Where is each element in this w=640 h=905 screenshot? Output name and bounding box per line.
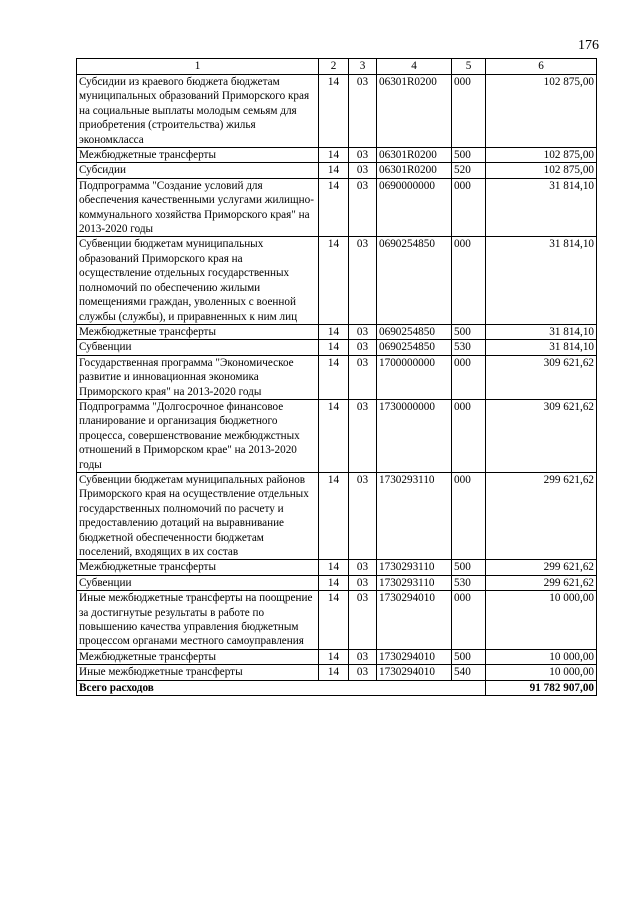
row-name: Субвенции бюджетам муниципальных образований Приморского края на осуществление отдельных государственных полномочий по обеспечению жилыми помещениями граждан, уволенных с военной службы (службы), и приравненных к ним лиц: [77, 237, 319, 324]
header-cell: 6: [486, 59, 597, 75]
row-amount: 102 875,00: [486, 75, 597, 148]
row-amount: 10 000,00: [486, 591, 597, 650]
row-target-code: 1730294010: [377, 665, 452, 680]
row-target-code: 1730294010: [377, 649, 452, 664]
header-cell: 1: [77, 59, 319, 75]
row-expense-type: 000: [452, 237, 486, 324]
row-subsection: 03: [349, 355, 377, 399]
budget-table: [76, 58, 597, 696]
row-amount: 299 621,62: [486, 560, 597, 575]
row-subsection: 03: [349, 148, 377, 163]
row-target-code: 1700000000: [377, 355, 452, 399]
row-target-code: 0690254850: [377, 237, 452, 324]
row-name: Межбюджетные трансферты: [77, 649, 319, 664]
table-row: [77, 560, 597, 575]
row-name: Иные межбюджетные трансферты на поощрение за достигнутые результаты в работе по повышению качества управления бюджетным процессом органами местного самоуправления: [77, 591, 319, 650]
row-expense-type: 000: [452, 472, 486, 559]
row-subsection: 03: [349, 649, 377, 664]
row-target-code: 06301R0200: [377, 163, 452, 178]
table-row: [77, 649, 597, 664]
table-row: [77, 163, 597, 178]
row-section: 14: [319, 560, 349, 575]
row-section: 14: [319, 399, 349, 472]
row-target-code: 0690254850: [377, 324, 452, 339]
row-amount: 102 875,00: [486, 163, 597, 178]
header-cell: 5: [452, 59, 486, 75]
table-row: [77, 237, 597, 324]
row-section: 14: [319, 355, 349, 399]
row-target-code: 06301R0200: [377, 75, 452, 148]
row-section: 14: [319, 649, 349, 664]
row-amount: 309 621,62: [486, 399, 597, 472]
row-expense-type: 000: [452, 591, 486, 650]
row-amount: 299 621,62: [486, 472, 597, 559]
row-expense-type: 000: [452, 75, 486, 148]
row-expense-type: 500: [452, 649, 486, 664]
row-amount: 309 621,62: [486, 355, 597, 399]
row-subsection: 03: [349, 178, 377, 237]
table-row: [77, 472, 597, 559]
total-amount: 91 782 907,00: [486, 680, 597, 695]
row-expense-type: 520: [452, 163, 486, 178]
table-row: [77, 591, 597, 650]
row-name: Межбюджетные трансферты: [77, 324, 319, 339]
row-subsection: 03: [349, 340, 377, 355]
row-name: Подпрограмма "Создание условий для обеспечения качественными услугами жилищно-коммунального хозяйства Приморского края" на 2013-2020 годы: [77, 178, 319, 237]
row-subsection: 03: [349, 560, 377, 575]
row-section: 14: [319, 591, 349, 650]
table-row: [77, 178, 597, 237]
header-cell: 3: [349, 59, 377, 75]
row-name: Субвенции бюджетам муниципальных районов Приморского края на осуществление отдельных государственных полномочий по расчету и предоставлению дотаций на выравнивание бюджетной обеспеченности бюджетам поселений, входящих в их состав: [77, 472, 319, 559]
row-expense-type: 530: [452, 575, 486, 590]
row-section: 14: [319, 575, 349, 590]
row-name: Подпрограмма "Долгосрочное финансовое планирование и организация бюджетного процесса, совершенствование межбюджстных отношений в Приморском крае" на 2013-2020 годы: [77, 399, 319, 472]
row-section: 14: [319, 472, 349, 559]
row-amount: 10 000,00: [486, 649, 597, 664]
row-amount: 102 875,00: [486, 148, 597, 163]
row-subsection: 03: [349, 472, 377, 559]
table-row: [77, 665, 597, 680]
row-amount: 31 814,10: [486, 340, 597, 355]
table-row: [77, 75, 597, 148]
row-target-code: 0690000000: [377, 178, 452, 237]
row-target-code: 1730293110: [377, 472, 452, 559]
row-subsection: 03: [349, 237, 377, 324]
row-target-code: 1730293110: [377, 575, 452, 590]
header-cell: 2: [319, 59, 349, 75]
row-expense-type: 000: [452, 355, 486, 399]
table-row: [77, 355, 597, 399]
row-target-code: 1730000000: [377, 399, 452, 472]
row-subsection: 03: [349, 591, 377, 650]
row-expense-type: 500: [452, 560, 486, 575]
row-amount: 31 814,10: [486, 324, 597, 339]
row-name: Субвенции: [77, 340, 319, 355]
table-row: [77, 148, 597, 163]
page-number: 176: [578, 38, 599, 53]
row-name: Субсидии из краевого бюджета бюджетам муниципальных образований Приморского края на социальные выплаты молодым семьям для приобретения (строительства) жилья экономкласса: [77, 75, 319, 148]
row-expense-type: 000: [452, 178, 486, 237]
table-row: [77, 399, 597, 472]
row-target-code: 06301R0200: [377, 148, 452, 163]
row-subsection: 03: [349, 575, 377, 590]
table-row: [77, 324, 597, 339]
row-section: 14: [319, 324, 349, 339]
row-expense-type: 540: [452, 665, 486, 680]
row-subsection: 03: [349, 163, 377, 178]
row-name: Иные межбюджетные трансферты: [77, 665, 319, 680]
row-amount: 31 814,10: [486, 237, 597, 324]
row-amount: 10 000,00: [486, 665, 597, 680]
row-subsection: 03: [349, 665, 377, 680]
row-section: 14: [319, 75, 349, 148]
row-name: Субвенции: [77, 575, 319, 590]
row-section: 14: [319, 237, 349, 324]
row-expense-type: 000: [452, 399, 486, 472]
row-expense-type: 500: [452, 148, 486, 163]
row-section: 14: [319, 340, 349, 355]
header-row: [77, 59, 597, 75]
row-section: 14: [319, 665, 349, 680]
total-label: Всего расходов: [77, 680, 319, 695]
row-name: Государственная программа "Экономическое развитие и инновационная экономика Приморского края" на 2013-2020 годы: [77, 355, 319, 399]
row-amount: 31 814,10: [486, 178, 597, 237]
table-row: [77, 340, 597, 355]
row-target-code: 1730294010: [377, 591, 452, 650]
header-cell: 4: [377, 59, 452, 75]
row-subsection: 03: [349, 399, 377, 472]
row-subsection: 03: [349, 75, 377, 148]
row-name: Межбюджетные трансферты: [77, 148, 319, 163]
row-name: Субсидии: [77, 163, 319, 178]
row-amount: 299 621,62: [486, 575, 597, 590]
row-target-code: 0690254850: [377, 340, 452, 355]
row-name: Межбюджетные трансферты: [77, 560, 319, 575]
row-section: 14: [319, 148, 349, 163]
row-target-code: 1730293110: [377, 560, 452, 575]
row-section: 14: [319, 178, 349, 237]
row-expense-type: 500: [452, 324, 486, 339]
total-gap: [319, 680, 486, 695]
row-subsection: 03: [349, 324, 377, 339]
row-expense-type: 530: [452, 340, 486, 355]
row-section: 14: [319, 163, 349, 178]
total-row: [77, 680, 597, 695]
table-row: [77, 575, 597, 590]
